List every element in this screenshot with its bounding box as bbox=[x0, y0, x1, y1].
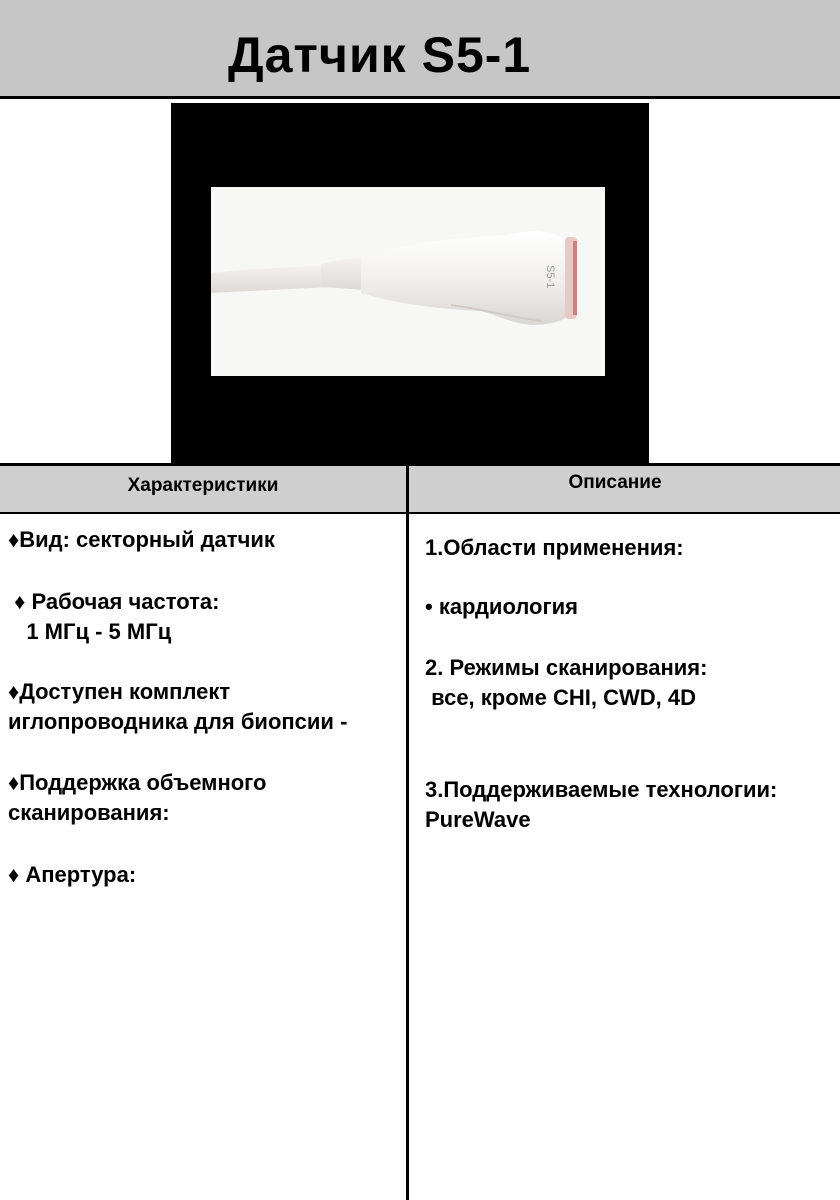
spec-volume-line1: ♦Поддержка объемного bbox=[8, 770, 267, 795]
title-bar bbox=[0, 0, 840, 99]
spec-frequency-value: 1 МГц - 5 МГц bbox=[8, 619, 172, 644]
desc-technologies-heading: 3.Поддерживаемые технологии: bbox=[425, 777, 778, 802]
spec-aperture: ♦ Апертура: bbox=[8, 862, 137, 887]
spec-biopsy-line2: иглопроводника для биопсии - bbox=[8, 709, 348, 734]
desc-application-item: • кардиология bbox=[425, 594, 578, 619]
characteristics-header: Характеристики bbox=[127, 475, 279, 496]
spec-type: ♦Вид: секторный датчик bbox=[8, 527, 275, 552]
desc-modes-value: все, кроме CHI, CWD, 4D bbox=[425, 685, 697, 710]
desc-technologies-value: PureWave bbox=[425, 807, 531, 832]
ultrasound-probe-image bbox=[211, 187, 605, 376]
description-header: Описание bbox=[568, 472, 662, 493]
photo-frame bbox=[171, 103, 649, 463]
probe-photo bbox=[211, 187, 605, 376]
column-divider bbox=[406, 463, 409, 1200]
spec-volume-line2: сканирования: bbox=[8, 800, 170, 825]
spec-biopsy-line1: ♦Доступен комплект bbox=[8, 679, 231, 704]
probe-model-label: S5-1 bbox=[544, 265, 556, 289]
page-title: Датчик S5-1 bbox=[228, 27, 532, 83]
desc-modes-heading: 2. Режимы сканирования: bbox=[425, 655, 708, 680]
spec-frequency-label: ♦ Рабочая частота: bbox=[8, 589, 220, 614]
desc-applications-heading: 1.Области применения: bbox=[425, 535, 684, 560]
